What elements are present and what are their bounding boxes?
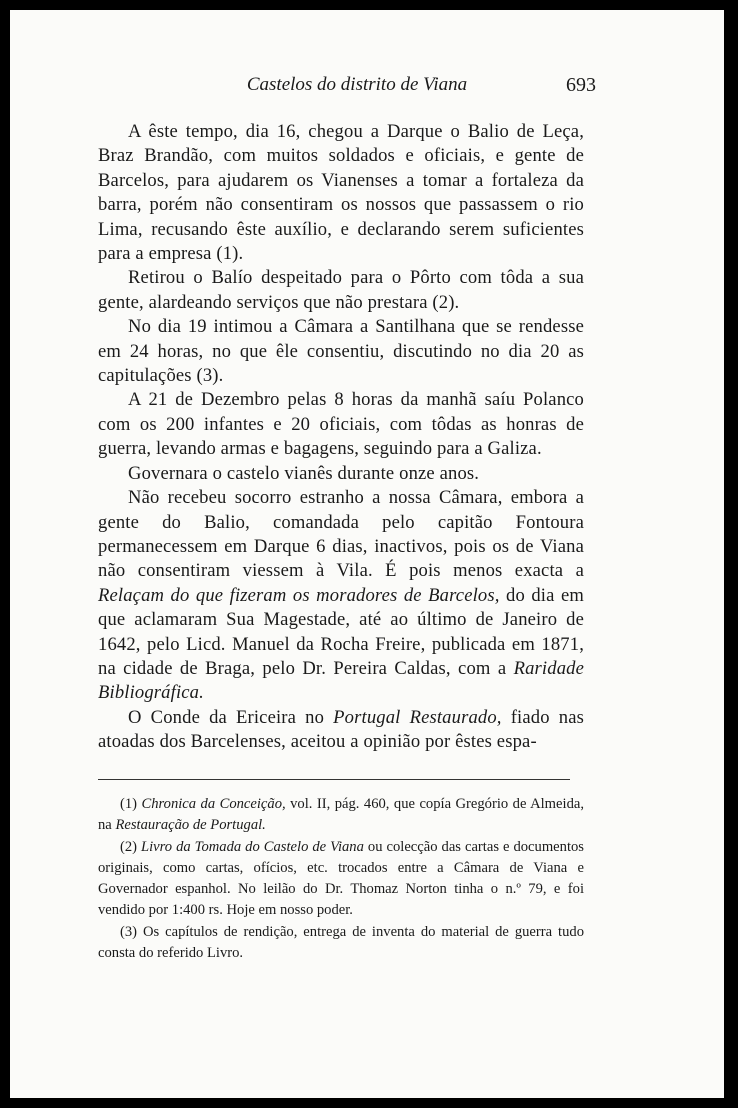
paragraph-7-text-a: O Conde da Ericeira no <box>128 706 334 728</box>
main-text <box>98 120 584 755</box>
footnote-2 <box>98 837 584 922</box>
document-page <box>10 10 724 1098</box>
footnote-rule <box>98 779 570 780</box>
footnote-1-title: Chronica da Conceição, <box>141 796 286 812</box>
footnotes <box>98 794 584 964</box>
paragraph-6-text-b: do dia em que aclamaram Sua Magestade, até ao último de Janeiro de 1642, pelo Licd. Manuel da Rocha Freire, publicada em 1871, na cidade de Braga, pelo Dr. Pereira Caldas, com a <box>98 584 584 679</box>
paragraph-6 <box>98 486 584 706</box>
footnote-1-marker: (1) <box>120 796 142 812</box>
paragraph-7-text-b: fiado nas atoadas dos Barcelenses, aceitou a opinião por êstes espa- <box>98 706 584 753</box>
paragraph-7 <box>98 706 584 755</box>
paragraph-5: Governara o castelo vianês durante onze anos. <box>128 462 480 484</box>
footnote-1-title-2: Restauração de Portugal. <box>115 817 266 834</box>
book-title-portugal-restaurado: Portugal Restaurado, <box>333 706 502 728</box>
paragraph-1: A êste tempo, dia 16, chegou a Darque o Balio de Leça, Braz Brandão, com muitos soldados e oficiais, e gente de Barcelos, para ajudarem os Vianenses a tomar a fortaleza da barra, porém não consentiram os nossos que passassem o rio Lima, recusando êste auxílio, e declarando serem suficientes para a empresa (1). <box>98 121 584 265</box>
paragraph-4: A 21 de Dezembro pelas 8 horas da manhã saíu Polanco com os 200 infantes e 20 oficiais, com tôdas as honras de guerra, levando armas e bagagens, seguindo para a Galiza. <box>98 389 584 460</box>
paragraph-3: No dia 19 intimou a Câmara a Santilhana que se rendesse em 24 horas, no que êle consentiu, discutindo no dia 20 as capitulações (3). <box>98 316 584 387</box>
running-title: Castelos do distrito de Viana <box>246 74 468 95</box>
footnote-3: (3) Os capítulos de rendição, entrega de inventa do material de guerra tudo consta do referido Livro. <box>98 923 584 962</box>
paragraph-2: Retirou o Balío despeitado para o Pôrto com tôda a sua gente, alardeando serviços que não prestara (2). <box>98 267 584 313</box>
running-header <box>98 72 596 102</box>
page-number: 693 <box>566 74 596 96</box>
book-title-relacam: Relaçam do que fizeram os moradores de Barcelos, <box>98 584 500 606</box>
footnote-2-marker: (2) <box>120 838 142 855</box>
footnote-1 <box>98 794 584 837</box>
footnote-2-text: ou colecção das cartas e documentos originais, como cartas, ofícios, etc. trocados entre a Câmara de Viana e Governador espanhol. No leilão do Dr. Thomaz Norton tinha o n.º 79, e foi vendido por 1:400 rs. Hoje em nosso poder. <box>98 838 584 919</box>
footnote-2-title: Livro da Tomada do Castelo de Viana <box>141 838 364 855</box>
paragraph-6-text-a: Não recebeu socorro estranho a nossa Câmara, embora a gente do Balio, comandada pelo capitão Fontoura permanecessem em Darque 6 dias, inactivos, pois os de Viana não consentiram viessem à Vila. É pois menos exacta a <box>98 487 584 582</box>
book-title-raridade: Raridade Bibliográfica. <box>98 657 584 704</box>
footnote-1-text: vol. II, pág. 460, que copía Gregório de Almeida, na <box>98 796 584 834</box>
